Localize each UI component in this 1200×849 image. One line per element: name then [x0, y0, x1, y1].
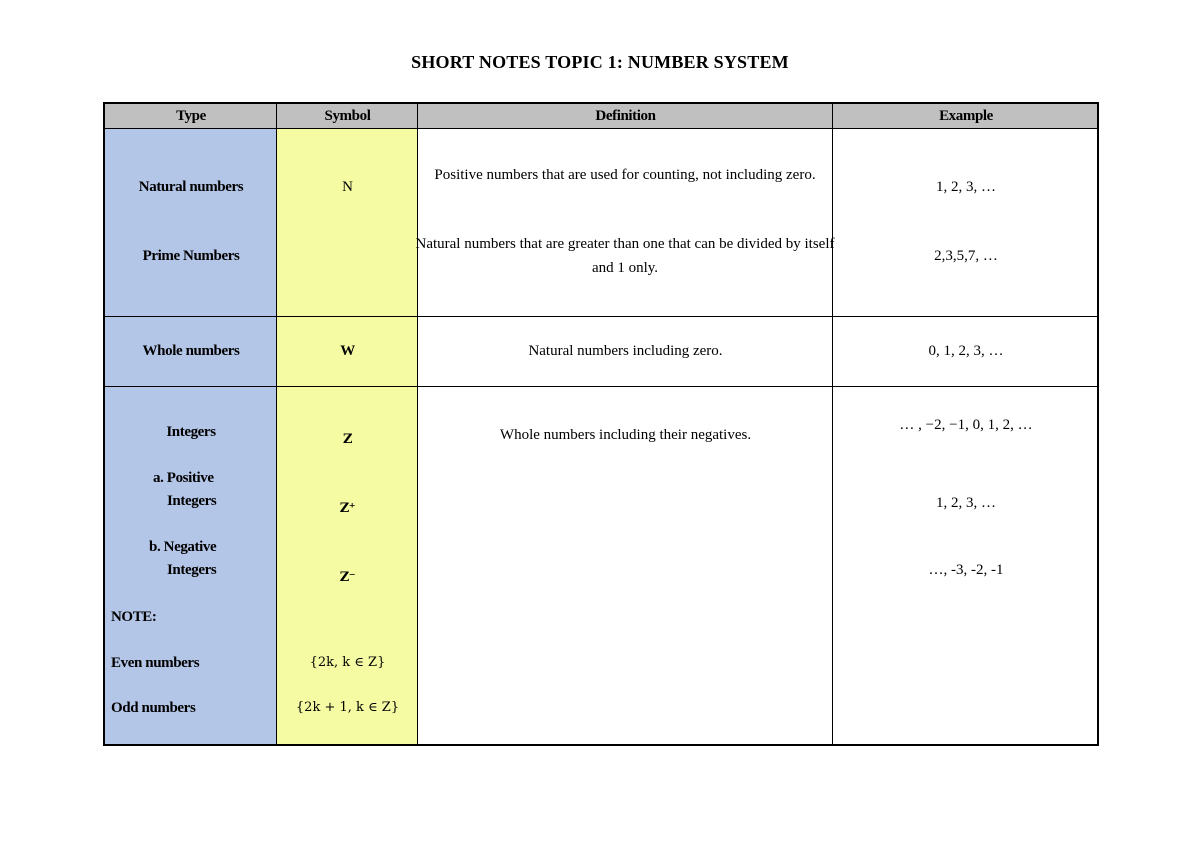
- definition-natural: Positive numbers that are used for counting, not including zero.: [434, 167, 816, 183]
- definition-prime: Natural numbers that are greater than one that can be divided by itself and 1 only.: [415, 236, 835, 276]
- definition-integers: Whole numbers including their negatives.: [499, 427, 752, 443]
- symbol-natural: N: [342, 179, 353, 195]
- header-type: Type: [176, 108, 206, 124]
- symbol-even-numbers: {2k, k ∈ Z}: [309, 655, 386, 670]
- header-example: Example: [939, 108, 993, 124]
- type-negative-line1: b. Negative: [149, 539, 217, 555]
- example-prime: 2,3,5,7, …: [934, 248, 998, 264]
- symbol-integers: Z: [342, 432, 353, 447]
- row-divider: [105, 128, 1097, 129]
- note-label: NOTE:: [111, 609, 157, 625]
- header-symbol: Symbol: [324, 108, 371, 124]
- type-negative-line2: Integers: [167, 562, 217, 578]
- type-prime-numbers: Prime Numbers: [142, 248, 240, 264]
- type-integers: Integers: [166, 424, 216, 440]
- example-positive-integers: 1, 2, 3, …: [936, 495, 996, 511]
- symbol-whole: W: [340, 343, 355, 359]
- definition-whole: Natural numbers including zero.: [528, 343, 723, 359]
- example-whole: 0, 1, 2, 3, …: [928, 343, 1004, 359]
- symbol-odd-numbers: {2k + 1, k ∈ Z}: [295, 700, 400, 715]
- type-positive-line2: Integers: [167, 493, 217, 509]
- type-odd-numbers: Odd numbers: [111, 700, 196, 716]
- symbol-column-shading: [277, 104, 418, 744]
- number-system-table: [103, 102, 1099, 746]
- example-natural: 1, 2, 3, …: [936, 179, 996, 195]
- symbol-positive-integers: Z⁺: [339, 501, 356, 516]
- type-positive-line1: a. Positive: [153, 470, 214, 486]
- symbol-negative-integers: Z⁻: [339, 570, 356, 585]
- page-title: SHORT NOTES TOPIC 1: NUMBER SYSTEM: [411, 52, 789, 72]
- row-divider: [105, 386, 1097, 387]
- row-divider: [105, 316, 1097, 317]
- example-integers: … , −2, −1, 0, 1, 2, …: [899, 417, 1033, 433]
- type-whole-numbers: Whole numbers: [142, 343, 240, 359]
- type-natural-numbers: Natural numbers: [138, 179, 244, 195]
- example-negative-integers: …, -3, -2, -1: [928, 562, 1004, 578]
- header-definition: Definition: [595, 108, 656, 124]
- type-even-numbers: Even numbers: [111, 655, 200, 671]
